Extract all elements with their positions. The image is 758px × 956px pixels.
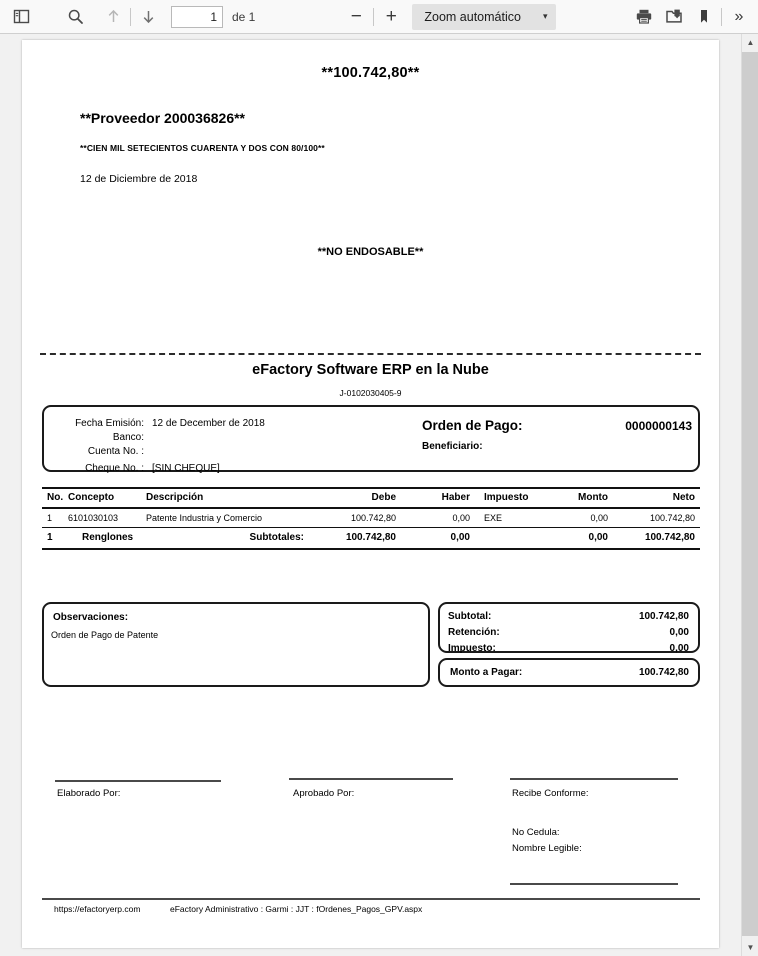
- banco-label: Banco:: [112, 432, 144, 443]
- print-icon: [635, 8, 653, 25]
- nombre-legible-label: Nombre Legible:: [512, 843, 582, 854]
- zoom-in-button[interactable]: [376, 4, 406, 30]
- toolbar-divider-2: [373, 8, 374, 26]
- retencion-value: 0,00: [669, 627, 689, 638]
- order-title: Orden de Pago:: [422, 418, 523, 433]
- stub-amount-words: **CIEN MIL SETECIENTOS CUARENTA Y DOS CON 80/100**: [80, 143, 325, 153]
- stub-non-endorsable: **NO ENDOSABLE**: [317, 246, 424, 258]
- footer-path: eFactory Administrativo : Garmi : JJT : fOrdenes_Pagos_GPV.aspx: [170, 904, 423, 914]
- col-debe: Debe: [318, 488, 410, 508]
- total-monto: 0,00: [544, 528, 618, 550]
- stub-date: 12 de Diciembre de 2018: [80, 173, 198, 185]
- beneficiario-label: Beneficiario:: [422, 441, 483, 452]
- stub-amount: **100.742,80**: [321, 65, 420, 81]
- cell-debe: 100.742,80: [350, 513, 396, 523]
- scroll-down-button[interactable]: [742, 939, 758, 956]
- elaborado-signature-line: [55, 780, 221, 782]
- cell-descripcion: Patente Industria y Comercio: [146, 513, 263, 523]
- save-button[interactable]: [659, 4, 689, 30]
- company-name: eFactory Software ERP en la Nube: [252, 362, 489, 378]
- scroll-up-button[interactable]: [742, 34, 758, 51]
- amount-payable-box: [438, 658, 700, 687]
- pdf-viewer-toolbar: [0, 0, 758, 34]
- zoom-in-label: +: [385, 5, 397, 27]
- page-number-input[interactable]: [171, 6, 223, 28]
- save-icon: [665, 8, 683, 25]
- total-count-label: Renglones: [68, 528, 146, 550]
- amount-payable-value: 100.742,80: [638, 667, 689, 678]
- footer-url: https://efactoryerp.com: [54, 904, 141, 914]
- cuenta-label: Cuenta No. :: [87, 446, 144, 457]
- fecha-emision-value: 12 de December de 2018: [152, 418, 265, 429]
- recibe-bottom-line: [510, 883, 678, 885]
- zoom-out-label: −: [350, 5, 362, 27]
- col-haber: Haber: [410, 488, 478, 508]
- observations-text: Orden de Pago de Patente: [51, 630, 159, 640]
- recibe-signature-line: [510, 778, 678, 780]
- pdf-viewer-canvas: [0, 34, 741, 956]
- tear-off-divider: [40, 353, 701, 355]
- col-impuesto: Impuesto: [478, 488, 544, 508]
- pdf-page: [22, 40, 719, 948]
- cheque-value: [SIN CHEQUE]: [152, 463, 220, 474]
- table-row: [42, 508, 700, 528]
- cell-monto: 0,00: [590, 513, 608, 523]
- col-no: No.: [42, 488, 68, 508]
- amount-payable-label: Monto a Pagar:: [450, 667, 523, 678]
- aprobado-signature-line: [289, 778, 453, 780]
- vertical-scrollbar[interactable]: [741, 34, 758, 956]
- arrow-down-icon: [141, 8, 156, 25]
- items-table: [42, 487, 700, 550]
- order-number: 0000000143: [625, 419, 692, 433]
- impuesto-value: 0,00: [669, 643, 689, 654]
- table-header-row: [42, 488, 700, 508]
- elaborado-label: Elaborado Por:: [57, 788, 121, 799]
- previous-page-button[interactable]: [98, 4, 128, 30]
- col-monto: Monto: [544, 488, 618, 508]
- total-neto: 100.742,80: [618, 528, 700, 550]
- impuesto-label: Impuesto:: [448, 643, 496, 654]
- more-tools-button[interactable]: [724, 4, 754, 30]
- scroll-up-icon: ▲: [746, 38, 755, 47]
- col-descripcion: Descripción: [146, 488, 318, 508]
- subtotals-label: Subtotales:: [146, 528, 318, 550]
- zoom-level-select[interactable]: [412, 4, 556, 30]
- cheque-label: Cheque No. :: [85, 463, 144, 474]
- fecha-emision-label: Fecha Emisión:: [75, 418, 144, 429]
- observations-box: [42, 602, 430, 687]
- sidebar-toggle-button[interactable]: [6, 4, 36, 30]
- company-rif: J-0102030405-9: [339, 388, 402, 398]
- next-page-button[interactable]: [133, 4, 163, 30]
- col-concepto: Concepto: [68, 488, 146, 508]
- zoom-out-button[interactable]: [341, 4, 371, 30]
- recibe-label: Recibe Conforme:: [512, 788, 589, 799]
- observations-title: Observaciones:: [53, 612, 129, 623]
- total-impuesto-blank: [478, 528, 544, 550]
- order-info-box: [42, 405, 700, 472]
- footer-divider: [42, 898, 700, 900]
- scroll-down-icon: ▼: [746, 943, 755, 952]
- chevron-down-icon: ▾: [542, 11, 548, 21]
- search-button[interactable]: [60, 4, 90, 30]
- stub-supplier: **Proveedor 200036826**: [80, 110, 246, 126]
- cell-neto: 100.742,80: [649, 513, 695, 523]
- subtotal-value: 100.742,80: [638, 611, 689, 622]
- arrow-up-icon: [106, 8, 121, 25]
- total-count: 1: [42, 528, 68, 550]
- total-debe: 100.742,80: [318, 528, 410, 550]
- total-haber: 0,00: [410, 528, 478, 550]
- cell-haber: 0,00: [452, 513, 470, 523]
- scrollbar-thumb[interactable]: [742, 52, 758, 936]
- bookmark-button[interactable]: [689, 4, 719, 30]
- col-neto: Neto: [618, 488, 700, 508]
- bookmark-icon: [697, 8, 711, 25]
- subtotal-label: Subtotal:: [448, 611, 492, 622]
- cedula-label: No Cedula:: [512, 827, 560, 838]
- search-icon: [67, 8, 84, 25]
- cell-impuesto: EXE: [484, 513, 503, 523]
- retencion-label: Retención:: [448, 627, 500, 638]
- payment-order-document: [22, 40, 719, 948]
- cell-no: 1: [47, 513, 53, 523]
- cell-concepto: 6101030103: [68, 513, 119, 523]
- page-total-label: de 1: [232, 9, 256, 24]
- toolbar-divider: [130, 8, 131, 26]
- table-total-row: [42, 528, 700, 550]
- double-chevron-right-icon: »: [734, 7, 744, 25]
- totals-box: [438, 602, 700, 653]
- sidebar-toggle-icon: [13, 8, 30, 25]
- aprobado-label: Aprobado Por:: [293, 788, 355, 799]
- toolbar-divider-3: [721, 8, 722, 26]
- zoom-level-label: Zoom automático: [424, 9, 521, 24]
- print-button[interactable]: [629, 4, 659, 30]
